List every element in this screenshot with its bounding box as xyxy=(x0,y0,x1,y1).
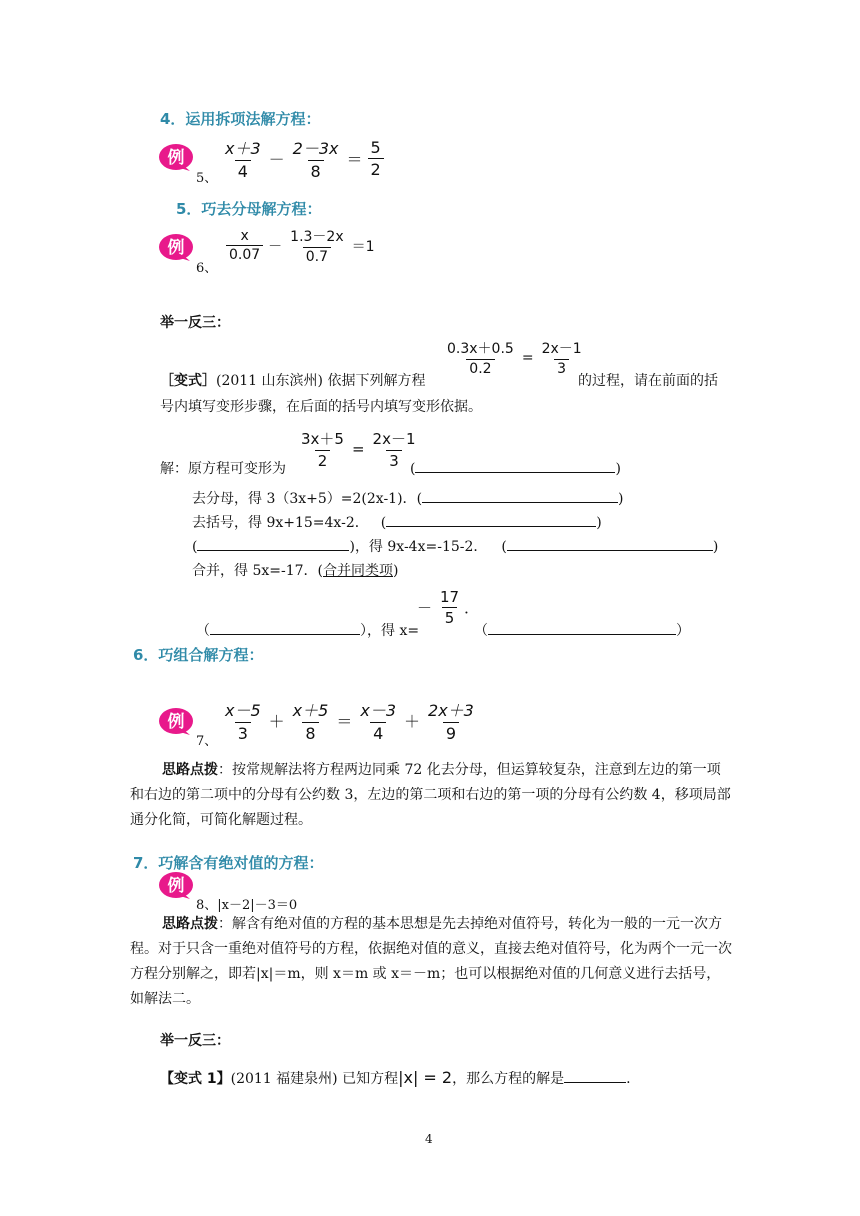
step-5-fraction: － $\frac{17}{5}$ ． xyxy=(417,588,480,627)
page-number: 4 xyxy=(425,1132,433,1146)
step-1: 去分母，得 3（3x+5）=2(2x-1)．( ) xyxy=(192,488,624,508)
example-8-equation: 8、|x－2|－3＝0 xyxy=(196,898,298,913)
example-badge-icon xyxy=(158,142,194,172)
equation-5: $\frac{x+3}{4}$ － $\frac{2-3x}{8}$ ＝ $\frac{5}{2}$ xyxy=(220,136,386,181)
practice-heading: 举一反三： xyxy=(160,315,230,331)
step-2: 去括号，得 9x+15=4x-2． ( ) xyxy=(192,512,602,532)
abs-equation: |x| = 2 xyxy=(398,1068,453,1087)
example-number: 5、 xyxy=(196,171,218,186)
svg-text:例: 例 xyxy=(167,876,185,896)
solution-equation: $\frac{3x+5}{2}$ = $\frac{2x-1}{3}$ xyxy=(301,430,416,470)
answer-blank-5[interactable] xyxy=(507,536,713,551)
section-6-heading: 6．巧组合解方程： xyxy=(133,646,264,664)
practice-heading-2: 举一反三： xyxy=(160,1033,230,1049)
example-badge-icon xyxy=(158,232,194,262)
answer-blank-4[interactable] xyxy=(197,536,349,551)
answer-blank-7[interactable]: （ ） xyxy=(474,620,690,640)
svg-text:例: 例 xyxy=(167,712,185,732)
answer-blank-3[interactable] xyxy=(386,512,596,527)
answer-blank-2[interactable] xyxy=(422,488,618,503)
solution-prefix: 解：原方程可变形为 xyxy=(160,461,286,477)
example-badge-icon xyxy=(158,870,194,900)
variant-line-2: 号内填写变形步骤，在后面的括号内填写变形依据。 xyxy=(160,399,482,415)
variant-equation: $\frac{0.3x+0.5}{0.2}$ = $\frac{2x-1}{3}$ xyxy=(447,341,582,377)
variant-line-end: 的过程，请在前面的括 xyxy=(578,373,718,389)
section-4-heading: 4．运用拆项法解方程： xyxy=(160,110,321,128)
variant-line: ［变式］(2011 山东滨州) 依据下列解方程 xyxy=(160,373,426,389)
example-number: 6、 xyxy=(196,261,218,276)
variant-1-line: 【变式 1】(2011 福建泉州) 已知方程|x| = 2，那么方程的解是 . xyxy=(160,1068,631,1087)
answer-blank-1[interactable]: ( ) xyxy=(410,458,621,477)
hint-paragraph-7: 思路点拨：解含有绝对值的方程的基本思想是先去掉绝对值符号，转化为一般的一元一次方程。对于只含一重绝对值符号的方程，依据绝对值的意义，直接去绝对值符号，化为两个一元一次方程分别解之，即若|x|＝m，则 x＝m 或 x＝－m；也可以根据绝对值的几何意义进行去括号，如解法二。 xyxy=(130,916,732,1007)
equation-7: $\frac{x-5}{3}$ ＋ $\frac{x+5}{8}$ ＝ $\frac{x-3}{4}$ ＋ $\frac{2x+3}{9}$ xyxy=(225,701,474,743)
answer-blank-8[interactable] xyxy=(564,1068,626,1083)
equation-6: $\frac{x}{0.07}$ － $\frac{1.3-2x}{0.7}$ ＝1 xyxy=(224,226,378,265)
svg-text:例: 例 xyxy=(167,238,185,258)
step-4: 合并，得 5x=-17．(合并同类项) xyxy=(192,563,399,579)
step-5: （ ），得 x= xyxy=(196,620,419,640)
section-7-heading: 7．巧解含有绝对值的方程： xyxy=(133,854,324,872)
example-number: 7、 xyxy=(196,734,218,749)
step-3: ( )，得 9x-4x=-15-2． ( ) xyxy=(192,536,718,556)
answer-blank-6[interactable] xyxy=(210,620,360,635)
section-5-heading: 5．巧去分母解方程： xyxy=(176,200,322,218)
example-badge-icon xyxy=(158,706,194,736)
svg-text:例: 例 xyxy=(167,148,185,168)
hint-paragraph-6: 思路点拨：按常规解法将方程两边同乘 72 化去分母，但运算较复杂，注意到左边的第一项和右边的第二项中的分母有公约数 3，左边的第二项和右边的第一项的分母有公约数 4，移项局部通分化简，可简化解题过程。 xyxy=(130,762,731,828)
